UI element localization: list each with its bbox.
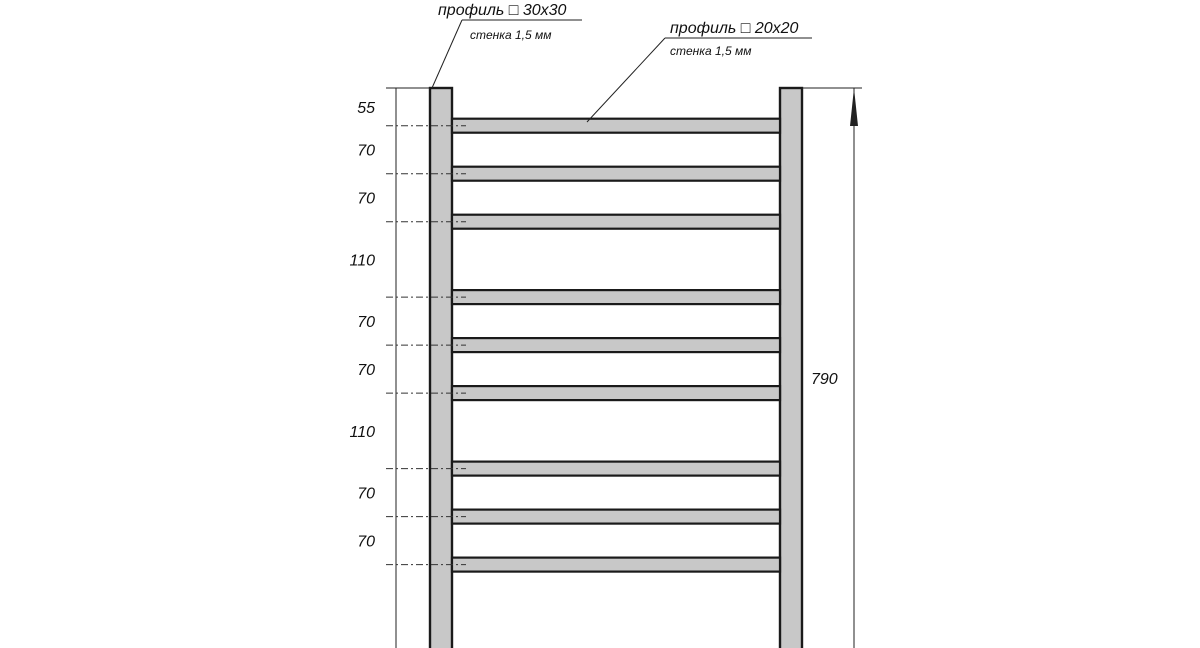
rung bbox=[452, 290, 780, 304]
spacing-label: 70 bbox=[357, 142, 375, 160]
rung bbox=[452, 558, 780, 572]
spacing-label: 70 bbox=[357, 190, 375, 208]
spacing-label: 70 bbox=[357, 533, 375, 551]
spacing-labels bbox=[349, 100, 375, 551]
left-post bbox=[430, 88, 452, 648]
rung bbox=[452, 510, 780, 524]
rung-wall-label: стенка 1,5 мм bbox=[670, 44, 752, 58]
rung bbox=[452, 119, 780, 133]
rungs bbox=[452, 119, 780, 572]
rung bbox=[452, 462, 780, 476]
rung bbox=[452, 215, 780, 229]
rung bbox=[452, 386, 780, 400]
overall-height-label: 790 bbox=[811, 371, 838, 388]
rung-profile-label: профиль □ 20x20 bbox=[670, 20, 799, 37]
right-post bbox=[780, 88, 802, 648]
post-profile-label: профиль □ 30x30 bbox=[438, 2, 567, 19]
spacing-label: 110 bbox=[349, 423, 375, 441]
rung bbox=[452, 167, 780, 181]
post-wall-label: стенка 1,5 мм bbox=[470, 28, 552, 42]
overall-dimension-arrow bbox=[850, 88, 858, 126]
rung bbox=[452, 338, 780, 352]
spacing-label: 110 bbox=[349, 252, 375, 270]
spacing-label: 55 bbox=[357, 99, 375, 117]
post-callout-leader bbox=[432, 20, 462, 88]
spacing-label: 70 bbox=[357, 362, 375, 380]
rung-callout-leader bbox=[587, 38, 665, 122]
spacing-label: 70 bbox=[357, 314, 375, 332]
spacing-label: 70 bbox=[357, 485, 375, 503]
